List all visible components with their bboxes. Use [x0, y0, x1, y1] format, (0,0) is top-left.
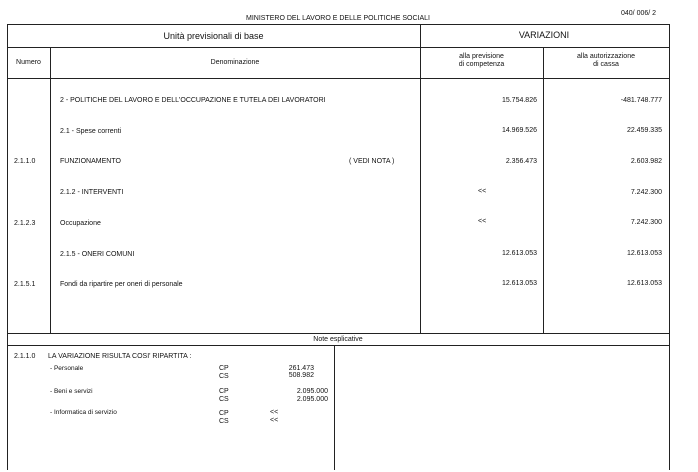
col-divider-numero [50, 47, 51, 333]
row-cassa: 7.242.300 [630, 219, 662, 226]
col-header-numero: Numero [16, 59, 41, 66]
page-code: 040/ 006/ 2 [621, 10, 657, 17]
row-competenza: << [478, 188, 487, 195]
header-divider-1 [7, 47, 669, 48]
row-competenza: 14.969.526 [501, 127, 537, 134]
note-item-cs-value: << [270, 417, 279, 424]
row-denominazione: Fondi da ripartire per oneri di personale [60, 281, 183, 288]
row-competenza: << [478, 218, 487, 225]
note-item-cs-value: 508.982 [288, 372, 314, 379]
header-divider-2 [7, 78, 669, 79]
note-item-cs: CS [219, 396, 229, 403]
col-divider-cassa [543, 47, 544, 333]
row-cassa: 2.603.982 [630, 158, 662, 165]
note-item-label: - Beni e servizi [50, 388, 93, 395]
row-denominazione: 2 - POLITICHE DEL LAVORO E DELL'OCCUPAZIONE E TUTELA DEI LAVORATORI [60, 97, 326, 104]
col-header-denominazione: Denominazione [210, 59, 260, 66]
ministry-title: MINISTERO DEL LAVORO E DELLE POLITICHE SOCIALI [246, 15, 430, 22]
note-item-label: - Personale [50, 365, 84, 372]
row-competenza: 12.613.053 [501, 280, 537, 287]
row-competenza: 12.613.053 [501, 250, 537, 257]
note-item-cp: CP [219, 365, 229, 372]
row-numero: 2.1.1.0 [14, 158, 36, 165]
notes-ref: 2.1.1.0 [14, 353, 36, 360]
col-divider-variazioni [420, 24, 421, 333]
note-item-cs-value: 2.095.000 [296, 396, 328, 403]
row-denominazione: FUNZIONAMENTO [60, 158, 121, 165]
group-header-left: Unità previsionali di base [163, 31, 264, 41]
note-item-cp-value: 261.473 [288, 365, 314, 372]
row-cassa: -481.748.777 [620, 97, 662, 104]
note-item-cp: CP [219, 410, 229, 417]
row-numero: 2.1.2.3 [14, 220, 36, 227]
row-cassa: 22.459.335 [626, 127, 662, 134]
notes-title: Note esplicative [313, 336, 363, 343]
row-denominazione: Occupazione [60, 220, 101, 227]
row-cassa: 12.613.053 [626, 250, 662, 257]
row-numero: 2.1.5.1 [14, 281, 36, 288]
note-item-cp: CP [219, 388, 229, 395]
notes-title-divider [7, 345, 669, 346]
note-item-cs: CS [219, 418, 229, 425]
note-item-label: - Informatica di servizio [50, 409, 117, 416]
note-item-cp-value: 2.095.000 [296, 388, 328, 395]
note-item-cp-value: << [270, 409, 279, 416]
row-note: ( VEDI NOTA ) [349, 158, 395, 165]
group-header-right: VARIAZIONI [518, 30, 570, 40]
row-denominazione: 2.1.2 - INTERVENTI [60, 189, 124, 196]
row-denominazione: 2.1 - Spese correnti [60, 128, 122, 135]
row-competenza: 2.356.473 [505, 158, 537, 165]
notes-intro: LA VARIAZIONE RISULTA COSI' RIPARTITA : [48, 353, 192, 360]
row-cassa: 12.613.053 [626, 280, 662, 287]
row-competenza: 15.754.826 [501, 97, 537, 104]
col-header-cassa: alla autorizzazione di cassa [577, 53, 635, 69]
note-item-cs: CS [219, 373, 229, 380]
row-denominazione: 2.1.5 - ONERI COMUNI [60, 251, 135, 258]
col-header-competenza: alla previsione di competenza [458, 53, 505, 69]
notes-col-divider [334, 345, 335, 470]
row-cassa: 7.242.300 [630, 189, 662, 196]
